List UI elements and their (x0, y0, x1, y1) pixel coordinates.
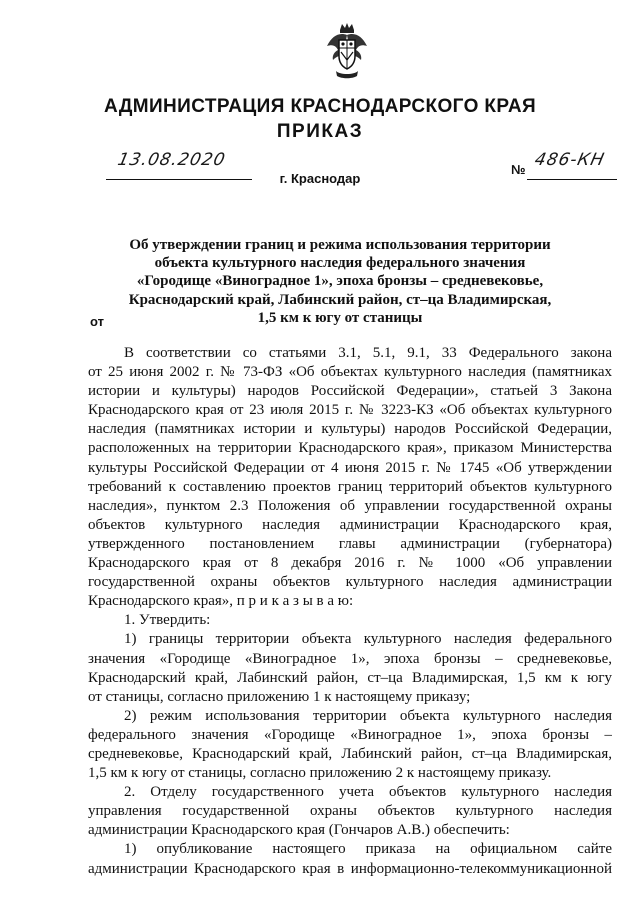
body-line: федерального значения «Городище «Виноградное 1», эпоха бронзы – (88, 726, 612, 743)
body-line: 2. Отделу государственного учета объектов культурного наследия (124, 784, 612, 801)
body-line: требований к составлению проектов границ территорий объектов культурного (88, 478, 612, 495)
body-line: администрации Краснодарского края (Гончаров А.В.) обеспечить: (88, 822, 510, 839)
body-line: от 25 июня 2002 г. № 73-ФЗ «Об объектах культурного наследия (памятниках (88, 364, 612, 381)
body-line: наследия», пунктом 2.3 Положения об управлении государственной охраны (88, 497, 612, 514)
coat-of-arms-icon (324, 22, 370, 80)
title-line: «Городище «Виноградное 1», эпоха бронзы – средневековье, (136, 273, 544, 290)
body-line: средневековье, Краснодарский край, Лабинский район, ст–ца Владимирская, (88, 745, 612, 762)
body-line: культуры Российской Федерации от 4 июня 2015 г. № 1745 «Об утверждении (88, 459, 612, 476)
body-line: Краснодарского края от 23 июля 2015 г. № 3223-КЗ «Об объектах культурного (88, 402, 612, 419)
body-line: администрации Краснодарского края в информационно-телекоммуникационной (88, 860, 612, 877)
document-type: ПРИКАЗ (276, 121, 364, 142)
order-title (110, 236, 570, 327)
body-line: В соответствии со статьями 3.1, 5.1, 9.1, 33 Федерального закона (124, 345, 612, 361)
body-line: государственной охраны объектов культурного наследия администрации (88, 574, 612, 591)
organization-name: АДМИНИСТРАЦИЯ КРАСНОДАРСКОГО КРАЯ (104, 96, 536, 117)
body-line: Краснодарского края», п р и к а з ы в а ю: (88, 593, 354, 610)
body-line: значения «Городище «Виноградное 1», эпоха бронзы – средневековье, (88, 650, 612, 667)
body-line: от станицы, согласно приложению 1 к настоящему приказу; (88, 688, 471, 705)
title-line: Об утверждении границ и режима использования территории (129, 237, 551, 253)
body-line: 1) границы территории объекта культурного наследия федерального (124, 631, 612, 648)
body-line: 2) режим использования территории объекта культурного наследия (124, 707, 612, 724)
body-line: истории и культуры) народов Российской Федерации», статьей 3 Закона (88, 383, 612, 400)
body-line: утвержденного постановлением главы администрации (губернатора) (88, 535, 612, 552)
body-line: 1. Утвердить: (124, 612, 211, 629)
handwritten-number: 486-КН (532, 150, 607, 170)
body-line: наследия (памятниках истории и культуры) народов Российской Федерации, (88, 421, 612, 438)
city-name: г. Краснодар (279, 171, 361, 186)
body-line: Краснодарский край, Лабинский район, ст–ца Владимирская, 1,5 км к югу (88, 669, 612, 686)
body-line: расположенных на территории Краснодарского края», приказом Министерства (88, 440, 612, 457)
body-line: объектов культурного наследия администрации Краснодарского края, (88, 516, 612, 533)
body-line: 1) опубликование настоящего приказа на официальном сайте (124, 841, 612, 858)
number-label: № (511, 162, 526, 177)
body-line: Краснодарского края от 8 декабря 2016 г. № 1000 «Об управлении (88, 555, 612, 572)
title-line: 1,5 км к югу от станицы (257, 309, 423, 326)
title-line: Краснодарский край, Лабинский район, ст–ца Владимирская, (128, 291, 552, 308)
date-label: от (90, 314, 104, 329)
handwritten-date: 13.08.2020 (115, 150, 228, 170)
body-line: 1,5 км к югу от станицы, согласно приложению 2 к настоящему приказу. (88, 765, 552, 782)
order-body (88, 344, 612, 879)
body-line: управления государственной охраны объектов культурного наследия (88, 803, 612, 820)
title-line: объекта культурного наследия федерального значения (154, 255, 526, 272)
